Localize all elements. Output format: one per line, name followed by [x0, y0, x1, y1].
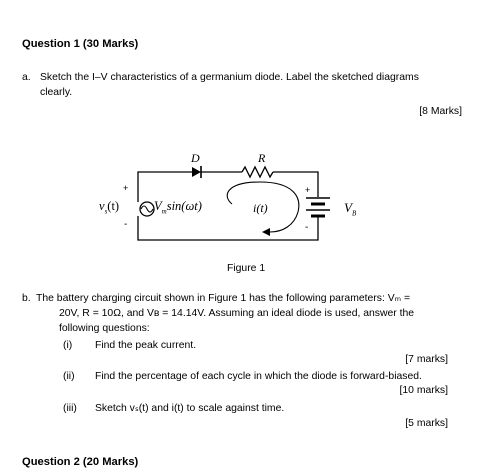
figure-caption: Figure 1 [227, 263, 266, 274]
part-b-line2: 20V, R = 10Ω, and Vʙ = 14.14V. Assuming an ideal diode is used, answer the [59, 308, 415, 319]
item-i-text: Find the peak current. [95, 340, 197, 351]
diode-symbol [192, 167, 201, 177]
resistor-symbol [242, 167, 273, 177]
resistor-label: R [258, 151, 266, 165]
part-a-label: a. [22, 72, 31, 83]
part-a-text-line2: clearly. [40, 87, 73, 98]
battery-plus-sign: + [305, 185, 311, 195]
vm-symbol: V [154, 199, 162, 213]
item-ii-number: (ii) [63, 371, 75, 382]
battery-label [344, 201, 356, 221]
part-b-label: b. [22, 293, 31, 304]
ac-source-wave-icon [141, 206, 153, 212]
diode-label: D [191, 151, 200, 165]
part-b-line3: following questions: [59, 323, 150, 334]
item-iii-marks: [5 marks] [405, 418, 448, 429]
current-label: i(t) [253, 201, 268, 215]
item-iii-number: (iii) [63, 403, 77, 414]
part-b-line1: The battery charging circuit shown in Figure 1 has the following parameters: Vₘ = [36, 293, 411, 304]
current-arrow-icon [262, 228, 270, 236]
next-question-title-partial: Question 2 (20 Marks) [22, 456, 139, 468]
part-a-marks: [8 Marks] [419, 106, 462, 117]
vb-symbol: V [344, 200, 352, 215]
sine-term: sin(ωt) [166, 199, 202, 213]
vm-subscript: m [161, 207, 167, 216]
battery-minus-sign: - [305, 222, 309, 233]
vb-subscript: B [351, 209, 357, 218]
item-ii-marks: [10 marks] [399, 385, 448, 396]
source-plus-sign: + [123, 183, 129, 193]
source-minus-sign: - [124, 219, 128, 230]
wire-bottom [138, 216, 318, 240]
item-i-marks: [7 marks] [405, 354, 448, 365]
item-ii-text: Find the percentage of each cycle in which the diode is forward-biased. [95, 371, 422, 382]
vs-symbol: v [99, 199, 105, 213]
item-iii-text: Sketch vₛ(t) and i(t) to scale against time. [95, 403, 285, 414]
wire-top-left [138, 172, 192, 188]
part-a-text-line1: Sketch the I–V characteristics of a germanium diode. Label the sketched diagrams [40, 72, 419, 83]
item-i-number: (i) [63, 340, 73, 351]
vs-subscript: s [104, 207, 108, 216]
question-title: Question 1 (30 Marks) [22, 38, 139, 50]
source-left-label [99, 200, 119, 219]
vs-argument: (t) [107, 199, 120, 213]
source-expression [154, 200, 202, 219]
